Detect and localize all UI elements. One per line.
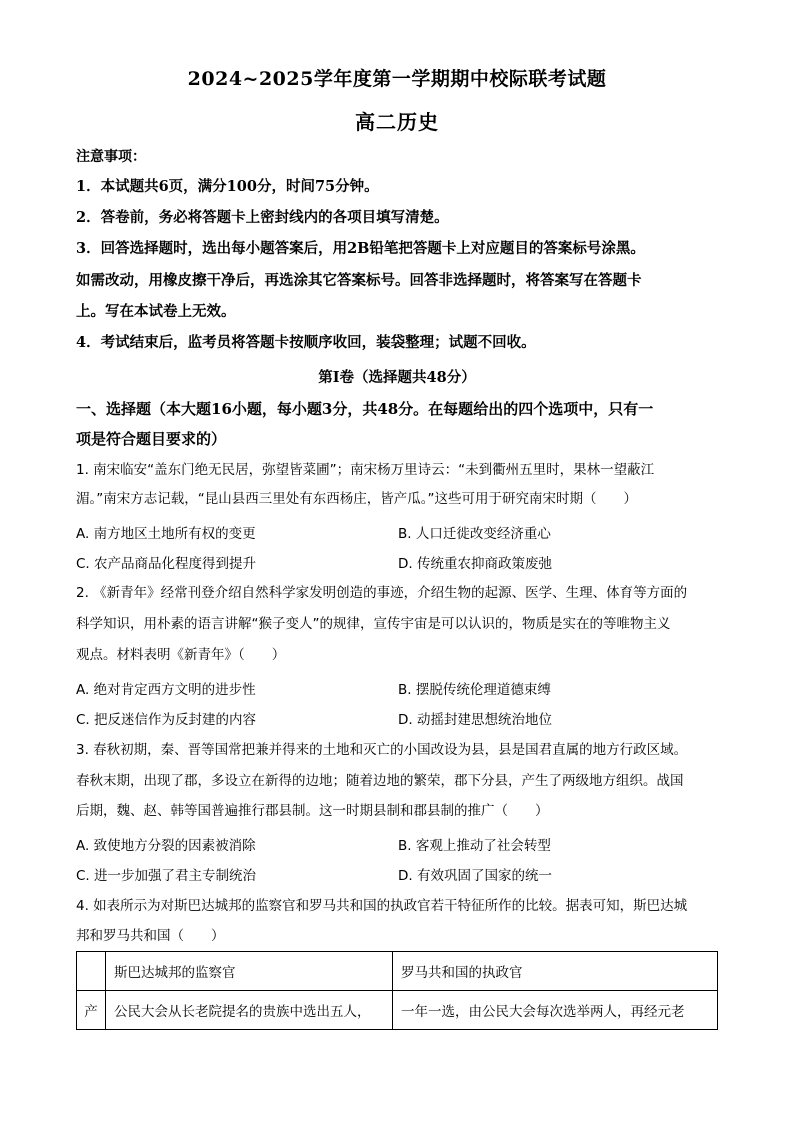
question-2-option-d: D. 动摇封建思想统治地位 <box>398 712 552 728</box>
question-2-option-b: B. 摆脱传统伦理道德束缚 <box>398 682 551 698</box>
question-2-option-c: C. 把反迷信作为反封建的内容 <box>76 712 257 728</box>
notes-heading: 注意事项： <box>76 149 146 165</box>
section-instruction: 一、选择题（本大题16小题，每小题3分，共48分。在每题给出的四个选项中，只有一 <box>76 400 654 418</box>
table-header-cell <box>77 952 106 991</box>
question-1-option-c: C. 农产品商品化程度得到提升 <box>76 556 257 572</box>
question-1-stem: 湄。”南宋方志记载，“昆山县西三里处有东西杨庄，皆产瓜。”这些可用于研究南宋时期（ ） <box>76 491 637 507</box>
table-cell: 公民大会从长老院提名的贵族中选出五人， <box>106 991 393 1030</box>
comparison-table <box>76 951 718 1030</box>
question-2-stem: 2. 《新青年》经常刊登介绍自然科学家发明创造的事迹，介绍生物的起源、医学、生理、体育等方面的 <box>76 585 688 601</box>
note-line: 2．答卷前，务必将答题卡上密封线内的各项目填写清楚。 <box>76 209 449 226</box>
question-1-option-a: A. 南方地区土地所有权的变更 <box>76 526 256 542</box>
question-1-option-b: B. 人口迁徙改变经济重心 <box>398 526 551 542</box>
question-4-stem: 邦和罗马共和国（ ） <box>76 928 225 944</box>
question-3-option-b: B. 客观上推动了社会转型 <box>398 838 551 854</box>
question-2-option-a: A. 绝对肯定西方文明的进步性 <box>76 682 256 698</box>
note-line: 4．考试结束后，监考员将答题卡按顺序收回，装袋整理；试题不回收。 <box>76 334 536 351</box>
question-3-option-c: C. 进一步加强了君主专制统治 <box>76 868 257 884</box>
question-3-stem: 春秋末期，出现了郡，多设立在新得的边地；随着边地的繁荣，郡下分县，产生了两级地方组织。战国 <box>76 773 684 789</box>
table-header-cell: 罗马共和国的执政官 <box>393 952 718 991</box>
question-3-option-d: D. 有效巩固了国家的统一 <box>398 868 552 884</box>
table-header-cell: 斯巴达城邦的监察官 <box>106 952 393 991</box>
question-1-option-d: D. 传统重农抑商政策废弛 <box>398 556 552 572</box>
question-2-stem: 观点。材料表明《新青年》（ ） <box>76 647 286 663</box>
table-row <box>77 991 718 1030</box>
table-cell: 一年一选，由公民大会每次选举两人，再经元老 <box>393 991 718 1030</box>
note-line: 3．回答选择题时，选出每小题答案后，用2B铅笔把答题卡上对应题目的答案标号涂黑。 <box>76 240 645 257</box>
section-instruction: 项是符合题目要求的） <box>76 430 227 448</box>
question-1-stem: 1. 南宋临安“盖东门绝无民居，弥望皆菜圃”；南宋杨万里诗云：“未到衢州五里时，果林一望蔽江 <box>76 462 655 478</box>
note-line: 如需改动，用橡皮擦干净后，再选涂其它答案标号。回答非选择题时，将答案写在答题卡 <box>76 272 642 289</box>
question-2-stem: 科学知识，用朴素的语言讲解“猴子变人”的规律，宣传宇宙是可以认识的，物质是实在的等唯物主义 <box>76 616 671 632</box>
question-3-option-a: A. 致使地方分裂的因素被消除 <box>76 838 256 854</box>
question-3-stem: 后期，魏、赵、韩等国普遍推行郡县制。这一时期县制和郡县制的推广（ ） <box>76 803 549 819</box>
note-line: 上。写在本试卷上无效。 <box>76 303 236 320</box>
table-cell: 产 <box>77 991 106 1030</box>
table-header-row <box>77 952 718 991</box>
exam-subject: 高二历史 <box>355 110 439 134</box>
question-4-stem: 4. 如表所示为对斯巴达城邦的监察官和罗马共和国的执政官若干特征所作的比较。据表可知，斯巴达城 <box>76 898 688 914</box>
section-title: 第Ⅰ卷（选择题共48分） <box>318 369 476 386</box>
note-line: 1．本试题共6页，满分100分，时间75分钟。 <box>76 178 379 195</box>
question-3-stem: 3. 春秋初期，秦、晋等国常把兼并得来的土地和灭亡的小国改设为县，县是国君直属的地方行政区域。 <box>76 742 688 758</box>
exam-title: 2024~2025学年度第一学期期中校际联考试题 <box>187 68 607 90</box>
